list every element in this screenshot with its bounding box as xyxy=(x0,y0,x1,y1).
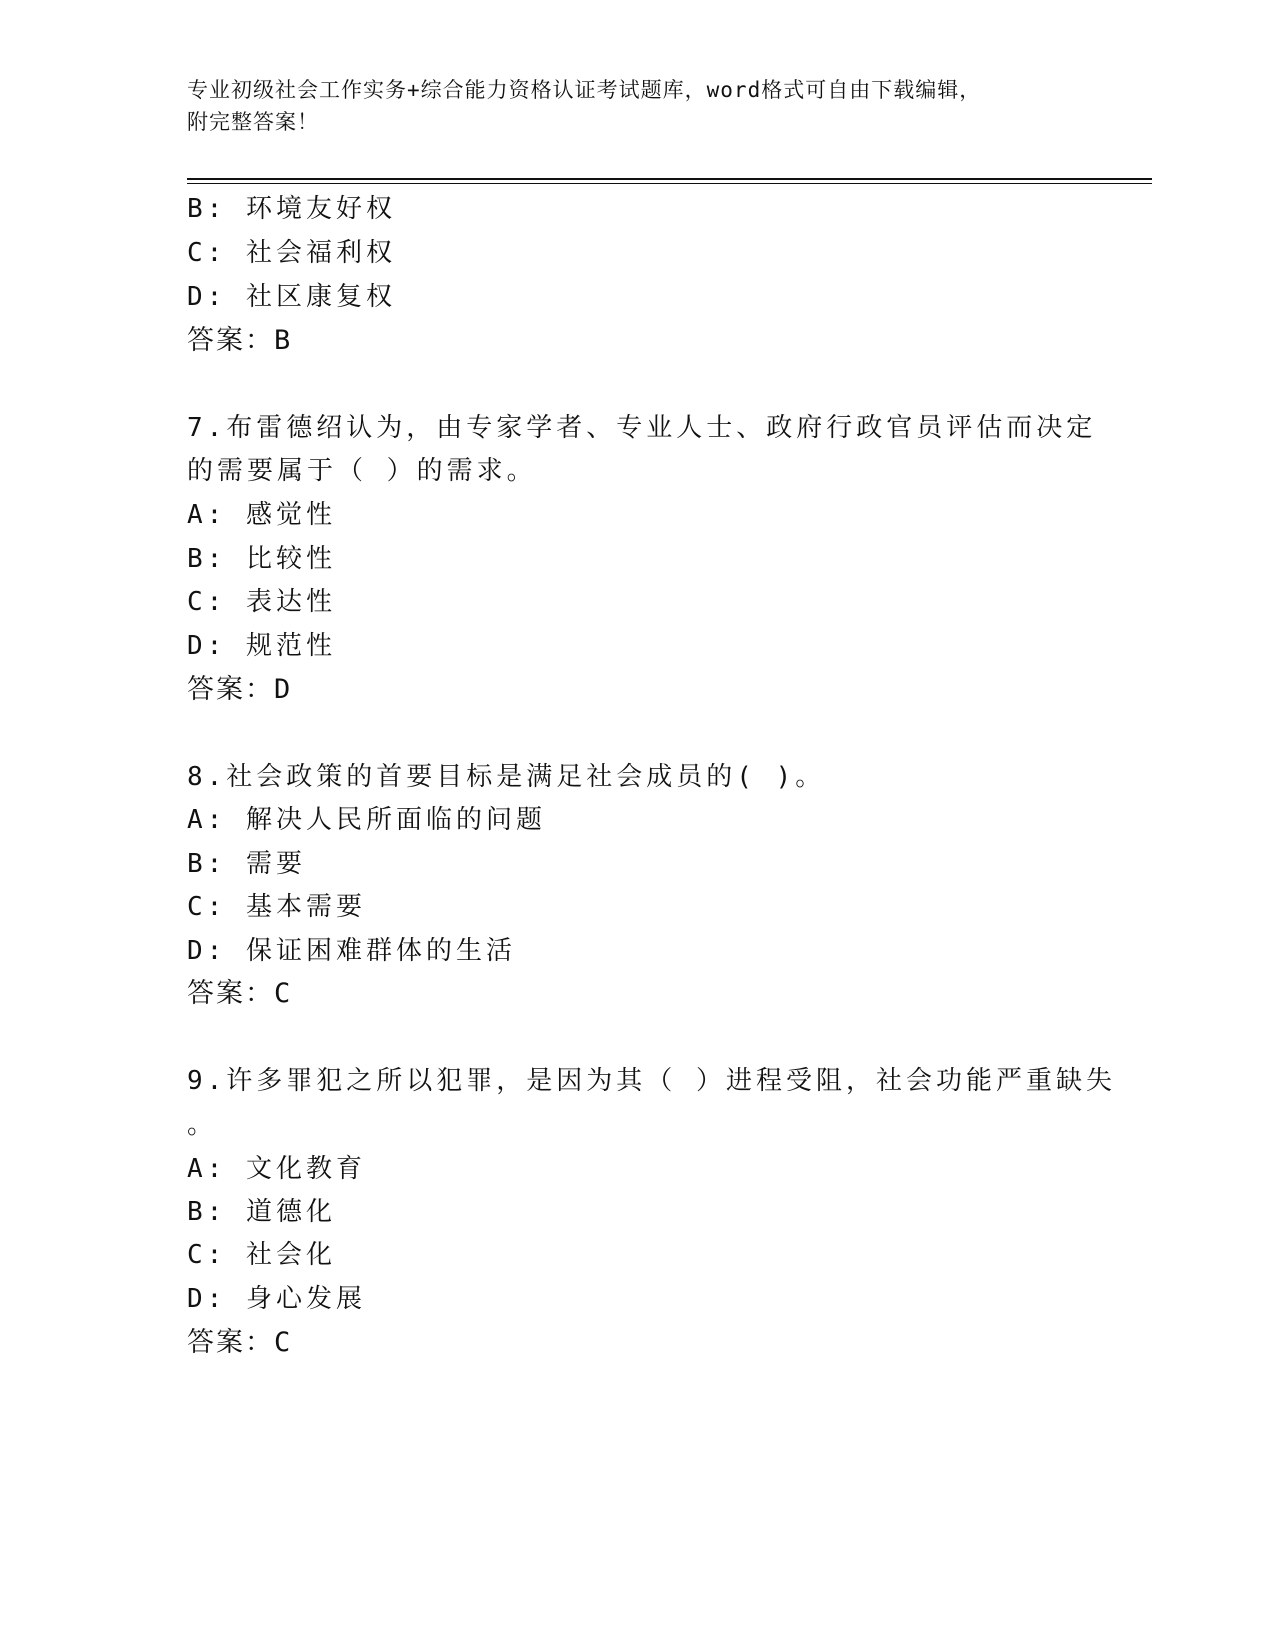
q9-option-d: D: 身心发展 xyxy=(187,1284,366,1314)
q8-answer: 答案：C xyxy=(187,978,293,1009)
q8-option-c: C: 基本需要 xyxy=(187,892,366,922)
q9-option-a: A: 文化教育 xyxy=(187,1154,366,1184)
q7-option-b: B: 比较性 xyxy=(187,544,336,574)
q8-option-d: D: 保证困难群体的生活 xyxy=(187,936,516,966)
q9-stem-line-2: 。 xyxy=(187,1110,218,1140)
q8-stem: 8.社会政策的首要目标是满足社会成员的( )。 xyxy=(187,762,826,792)
q9-stem-line-1: 9.许多罪犯之所以犯罪，是因为其（ ）进程受阻，社会功能严重缺失 xyxy=(187,1066,1116,1096)
document-header xyxy=(187,74,1087,138)
q8-option-a: A: 解决人民所面临的问题 xyxy=(187,805,546,835)
header-line-2: 附完整答案！ xyxy=(187,110,319,134)
q6-option-c: C: 社会福利权 xyxy=(187,238,396,268)
header-line-1: 专业初级社会工作实务+综合能力资格认证考试题库，word格式可自由下载编辑， xyxy=(187,78,982,102)
q7-option-d: D: 规范性 xyxy=(187,631,336,661)
q7-option-c: C: 表达性 xyxy=(187,587,336,617)
q6-option-b: B: 环境友好权 xyxy=(187,194,396,224)
q8-option-b: B: 需要 xyxy=(187,849,306,879)
q9-answer: 答案：C xyxy=(187,1327,293,1358)
q9-option-c: C: 社会化 xyxy=(187,1240,336,1270)
q7-option-a: A: 感觉性 xyxy=(187,500,336,530)
q7-stem-line-2: 的需要属于（ ）的需求。 xyxy=(187,456,537,486)
q9-option-b: B: 道德化 xyxy=(187,1197,336,1227)
q7-stem-line-1: 7.布雷德绍认为，由专家学者、专业人士、政府行政官员评估而决定 xyxy=(187,413,1097,443)
header-divider-thick xyxy=(187,178,1152,180)
header-divider-thin xyxy=(187,183,1152,184)
q7-answer: 答案：D xyxy=(187,674,293,705)
q6-answer: 答案：B xyxy=(187,325,293,356)
q6-option-d: D: 社区康复权 xyxy=(187,282,396,312)
